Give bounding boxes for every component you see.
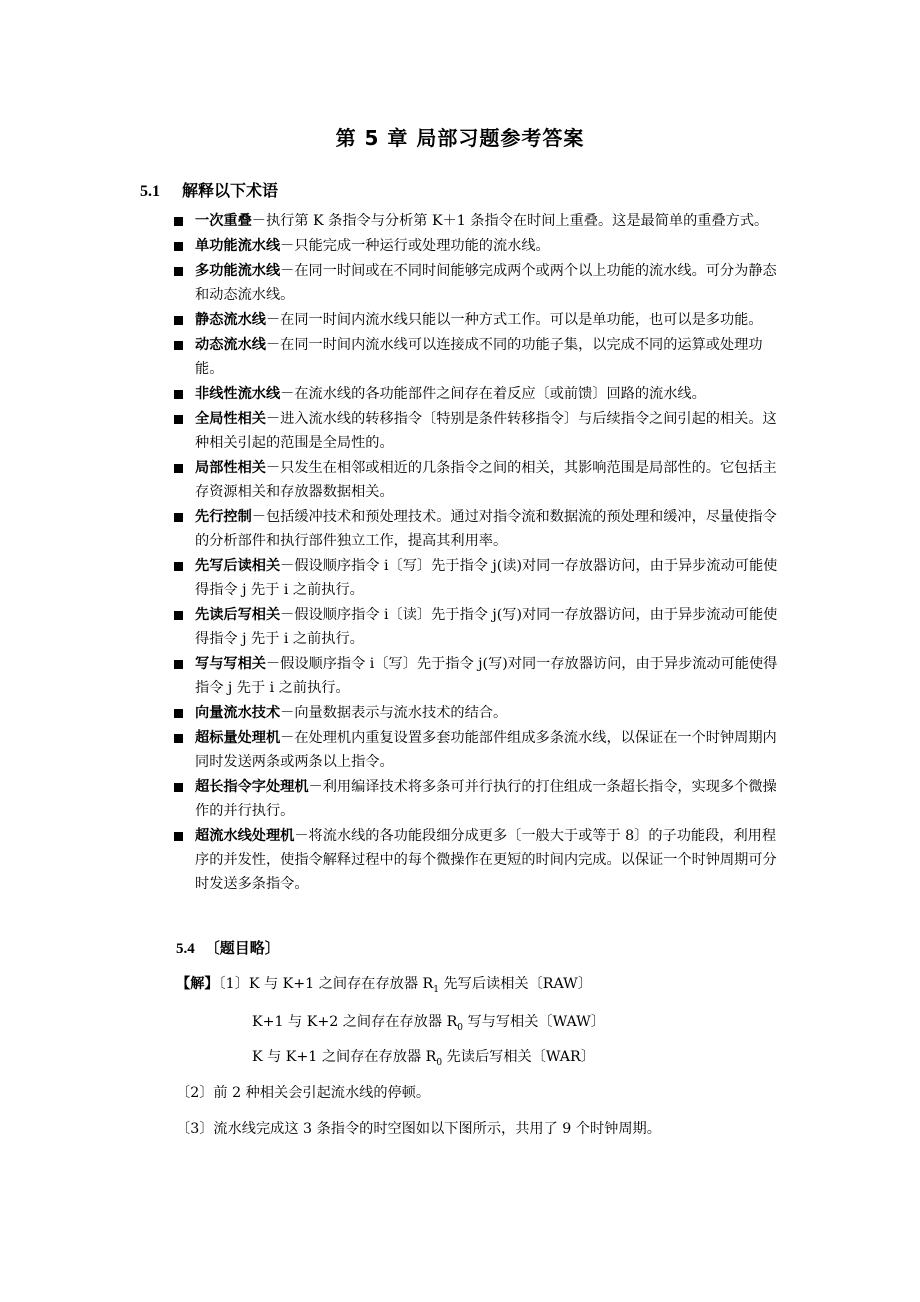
square-bullet-icon (174, 734, 183, 743)
answer-line-5: 〔3〕流水线完成这 3 条指令的时空图如以下图所示，共用了 9 个时钟周期。 (176, 1121, 661, 1137)
term: 静态流水线 (195, 312, 266, 328)
definition: －在流水线的各功能部件之间存在着反应〔或前馈〕回路的流水线。 (280, 386, 706, 402)
answer-text: K 与 K+1 之间存在存放器 R (252, 1049, 437, 1065)
square-bullet-icon (174, 832, 183, 841)
term: 写与写相关 (195, 656, 266, 672)
list-item (174, 554, 784, 602)
square-bullet-icon (174, 390, 183, 399)
answer-line-2 (252, 1011, 605, 1039)
answer-text: 先读后写相关〔WAR〕 (442, 1049, 595, 1065)
definition: －假设顺序指令 i〔写〕先于指令 j(写)对同一存放器访问，由于异步流动可能使得指令 j 先于 i 之前执行。 (195, 656, 778, 696)
square-bullet-icon (174, 660, 183, 669)
page-title: 第 5 章 局部习题参考答案 (335, 126, 585, 150)
list-item (174, 775, 784, 823)
term: 向量流水技术 (195, 705, 281, 721)
term: 多功能流水线 (195, 263, 281, 279)
list-item (174, 505, 784, 553)
list-item (174, 209, 784, 233)
answer-line-3 (252, 1046, 595, 1074)
section-title: 解释以下术语 (182, 181, 279, 200)
list-item (174, 456, 784, 504)
subscript: 1 (433, 984, 439, 995)
list-item (174, 308, 784, 332)
section-number: 5.4 (176, 941, 195, 957)
definition: －在同一时间或在不同时间能够完成两个或两个以上功能的流水线。可分为静态和动态流水线。 (195, 263, 777, 303)
square-bullet-icon (174, 415, 183, 424)
definition: －假设顺序指令 i〔读〕先于指令 j(写)对同一存放器访问，由于异步流动可能使得指令 j 先于 i 之前执行。 (195, 607, 778, 647)
list-item (174, 333, 784, 381)
section-title: 〔题目略〕 (204, 939, 280, 957)
answer-label: 【解】 (176, 976, 219, 992)
answer-line-1 (176, 973, 592, 1001)
definition: －在同一时间内流水线可以连接成不同的功能子集，以完成不同的运算或处理功能。 (195, 337, 763, 377)
square-bullet-icon (174, 464, 183, 473)
term: 先行控制 (195, 509, 252, 525)
list-item (174, 603, 784, 651)
square-bullet-icon (174, 316, 183, 325)
answer-text: 〔1〕K 与 K+1 之间存在存放器 R (218, 976, 434, 992)
answer-text: 先写后读相关〔RAW〕 (438, 976, 592, 992)
list-item (174, 726, 784, 774)
list-item (174, 701, 784, 725)
list-item (174, 382, 784, 406)
term: 超标量处理机 (195, 730, 281, 746)
square-bullet-icon (174, 562, 183, 571)
square-bullet-icon (174, 267, 183, 276)
square-bullet-icon (174, 783, 183, 792)
term: 单功能流水线 (195, 238, 281, 254)
list-item (174, 407, 784, 455)
term: 先读后写相关 (195, 607, 281, 623)
answer-line-4: 〔2〕前 2 种相关会引起流水线的停顿。 (176, 1085, 431, 1101)
list-item (174, 259, 784, 307)
term-list (174, 209, 784, 897)
square-bullet-icon (174, 709, 183, 718)
square-bullet-icon (174, 217, 183, 226)
definition: －向量数据表示与流水技术的结合。 (280, 705, 508, 721)
definition: －执行第 K 条指令与分析第 K＋1 条指令在时间上重叠。这是最简单的重叠方式。 (251, 213, 769, 229)
definition: －在同一时间内流水线只能以一种方式工作。可以是单功能，也可以是多功能。 (265, 312, 763, 328)
term: 非线性流水线 (195, 386, 281, 402)
term: 局部性相关 (195, 460, 266, 476)
answer-text: 写与写相关〔WAW〕 (462, 1014, 605, 1030)
definition: －利用编译技术将多条可并行执行的打住组成一条超长指令，实现多个微操作的并行执行。 (195, 779, 777, 819)
definition: －只发生在相邻或相近的几条指令之间的相关，其影响范围是局部性的。它包括主存资源相关和存放器数据相关。 (195, 460, 777, 500)
list-item (174, 652, 784, 700)
answer-text: K+1 与 K+2 之间存在存放器 R (252, 1014, 458, 1030)
term: 先写后读相关 (195, 558, 281, 574)
definition: －只能完成一种运行或处理功能的流水线。 (280, 238, 550, 254)
definition: －进入流水线的转移指令〔特别是条件转移指令〕与后续指令之间引起的相关。这种相关引起的范围是全局性的。 (195, 411, 777, 451)
term: 超长指令字处理机 (195, 779, 309, 795)
list-item (174, 234, 784, 258)
square-bullet-icon (174, 513, 183, 522)
section-number: 5.1 (140, 183, 160, 200)
subscript: 0 (457, 1022, 463, 1033)
square-bullet-icon (174, 242, 183, 251)
term: 全局性相关 (195, 411, 266, 427)
term: 动态流水线 (195, 337, 266, 353)
term: 一次重叠 (195, 213, 252, 229)
section-heading-5-4 (176, 937, 280, 958)
subscript: 0 (436, 1057, 443, 1068)
list-item (174, 824, 784, 896)
definition: －在处理机内重复设置多套功能部件组成多条流水线，以保证在一个时钟周期内同时发送两条或两条以上指令。 (195, 730, 777, 770)
square-bullet-icon (174, 341, 183, 350)
section-heading-5-1 (140, 178, 278, 201)
square-bullet-icon (174, 611, 183, 620)
definition: －包括缓冲技术和预处理技术。通过对指令流和数据流的预处理和缓冲，尽量使指令的分析部件和执行部件独立工作，提高其利用率。 (195, 509, 777, 549)
term: 超流水线处理机 (195, 828, 295, 844)
definition: －将流水线的各功能段细分成更多〔一般大于或等于 8〕的子功能段，利用程序的并发性，使指令解释过程中的每个微操作在更短的时间内完成。以保证一个时钟周期可分时发送多条指令。 (195, 828, 777, 892)
definition: －假设顺序指令 i〔写〕先于指令 j(读)对同一存放器访问，由于异步流动可能使得指令 j 先于 i 之前执行。 (195, 558, 778, 598)
